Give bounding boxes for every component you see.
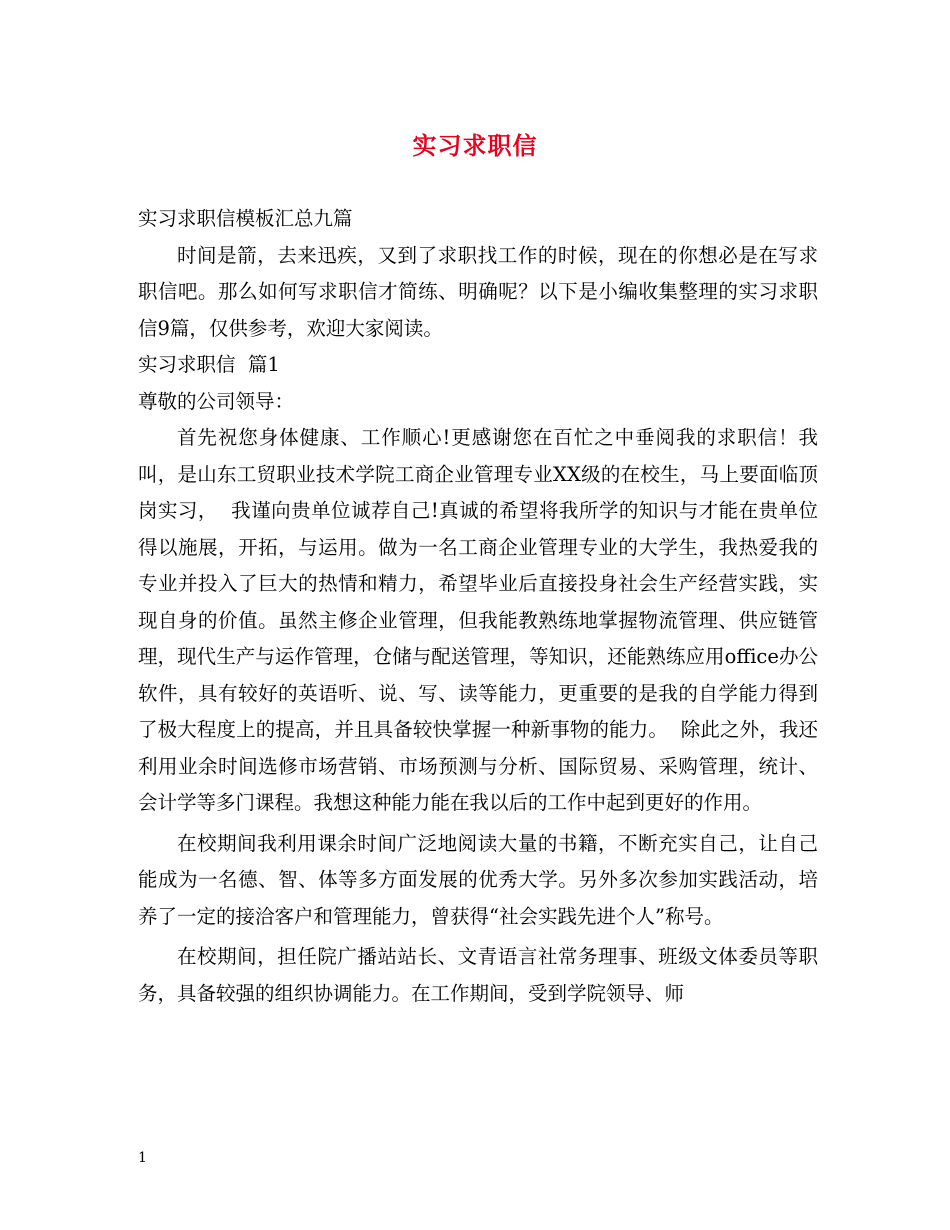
page-number: 1 <box>138 1150 147 1166</box>
document-body <box>138 201 818 1012</box>
document-title: 实习求职信 <box>412 131 538 160</box>
body-paragraph: 在校期间，担任院广播站站长、文青语言社常务理事、班级文体委员等职务，具备较强的组织协调能力。在工作期间，受到学院领导、师 <box>138 945 818 1005</box>
document-subtitle: 实习求职信模板汇总九篇 <box>138 207 353 230</box>
intro-paragraph: 时间是箭，去来迅疾，又到了求职找工作的时候，现在的你想必是在写求职信吧。那么如何写求职信才简练、明确呢？以下是小编收集整理的实习求职信9篇，仅供参考，欢迎大家阅读。 <box>138 243 818 340</box>
body-paragraph: 首先祝您身体健康、工作顺心!更感谢您在百忙之中垂阅我的求职信！我叫，是山东工贸职业技术学院工商企业管理专业XX级的在校生，马上要面临顶岗实习， 我谨向贵单位诚荐自己!真诚的希望将我所学的知识与才能在贵单位得以施展，开拓，与运用。做为一名工商企业管理专业的大学生，我热爱我的专业并投入了巨大的热情和精力，希望毕业后直接投身社会生产经营实践，实现自身的价值。虽然主修企业管理，但我能教熟练地掌握物流管理、供应链管理，现代生产与运作管理，仓储与配送管理，等知识，还能熟练应用office办公软件，具有较好的英语听、说、写、读等能力，更重要的是我的自学能力得到了极大程度上的提高，并且具备较快掌握一种新事物的能力。 除此之外，我还利用业余时间选修市场营销、市场预测与分析、国际贸易、采购管理，统计、会计学等多门课程。我想这种能力能在我以后的工作中起到更好的作用。 <box>138 426 818 814</box>
salutation: 尊敬的公司领导： <box>138 389 295 413</box>
body-paragraph: 在校期间我利用课余时间广泛地阅读大量的书籍，不断充实自己，让自己能成为一名德、智、体等多方面发展的优秀大学。另外多次参加实践活动，培养了一定的接洽客户和管理能力，曾获得“社会实践先进个人”称号。 <box>138 831 818 928</box>
section-heading: 实习求职信 篇1 <box>138 353 280 376</box>
